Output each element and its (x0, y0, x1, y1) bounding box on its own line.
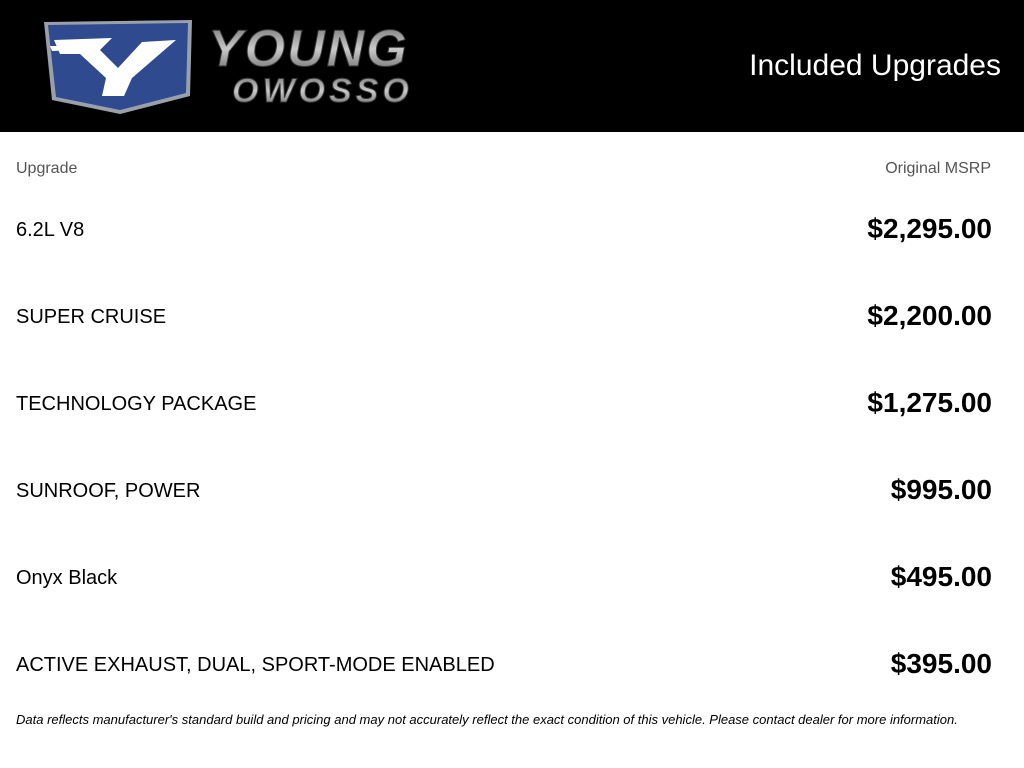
upgrade-name: Onyx Black (16, 567, 118, 589)
page-header (0, 0, 1024, 132)
table-header (16, 160, 991, 180)
table-row (16, 533, 992, 620)
disclaimer-text: Data reflects manufacturer's standard build and pricing and may not accurately reflect the exact condition of this vehicle. Please contact dealer for more information. (16, 712, 958, 727)
table-row (16, 359, 992, 446)
logo-text-young: YOUNG (208, 20, 409, 78)
page-title: Included Upgrades (749, 49, 1001, 82)
table-row (16, 185, 992, 272)
upgrade-name: SUPER CRUISE (16, 306, 167, 328)
table-row (16, 620, 992, 707)
upgrade-name: SUNROOF, POWER (16, 480, 201, 502)
logo-text-owosso: OWOSSO (232, 72, 413, 110)
column-header-upgrade: Upgrade (16, 160, 78, 177)
upgrade-name: 6.2L V8 (16, 219, 85, 241)
upgrade-name: ACTIVE EXHAUST, DUAL, SPORT-MODE ENABLED (16, 654, 495, 676)
upgrade-price: $995.00 (890, 474, 992, 505)
upgrade-price: $395.00 (890, 648, 992, 679)
y-wing-shield-icon (44, 20, 192, 114)
upgrades-list (16, 185, 992, 707)
table-row (16, 272, 992, 359)
upgrade-name: TECHNOLOGY PACKAGE (16, 393, 257, 415)
upgrade-price: $495.00 (890, 561, 992, 592)
upgrade-price: $1,275.00 (867, 387, 992, 418)
upgrade-price: $2,295.00 (867, 213, 992, 244)
table-row (16, 446, 992, 533)
column-header-msrp: Original MSRP (885, 160, 991, 177)
upgrade-price: $2,200.00 (867, 300, 992, 331)
dealer-logo (40, 18, 510, 116)
